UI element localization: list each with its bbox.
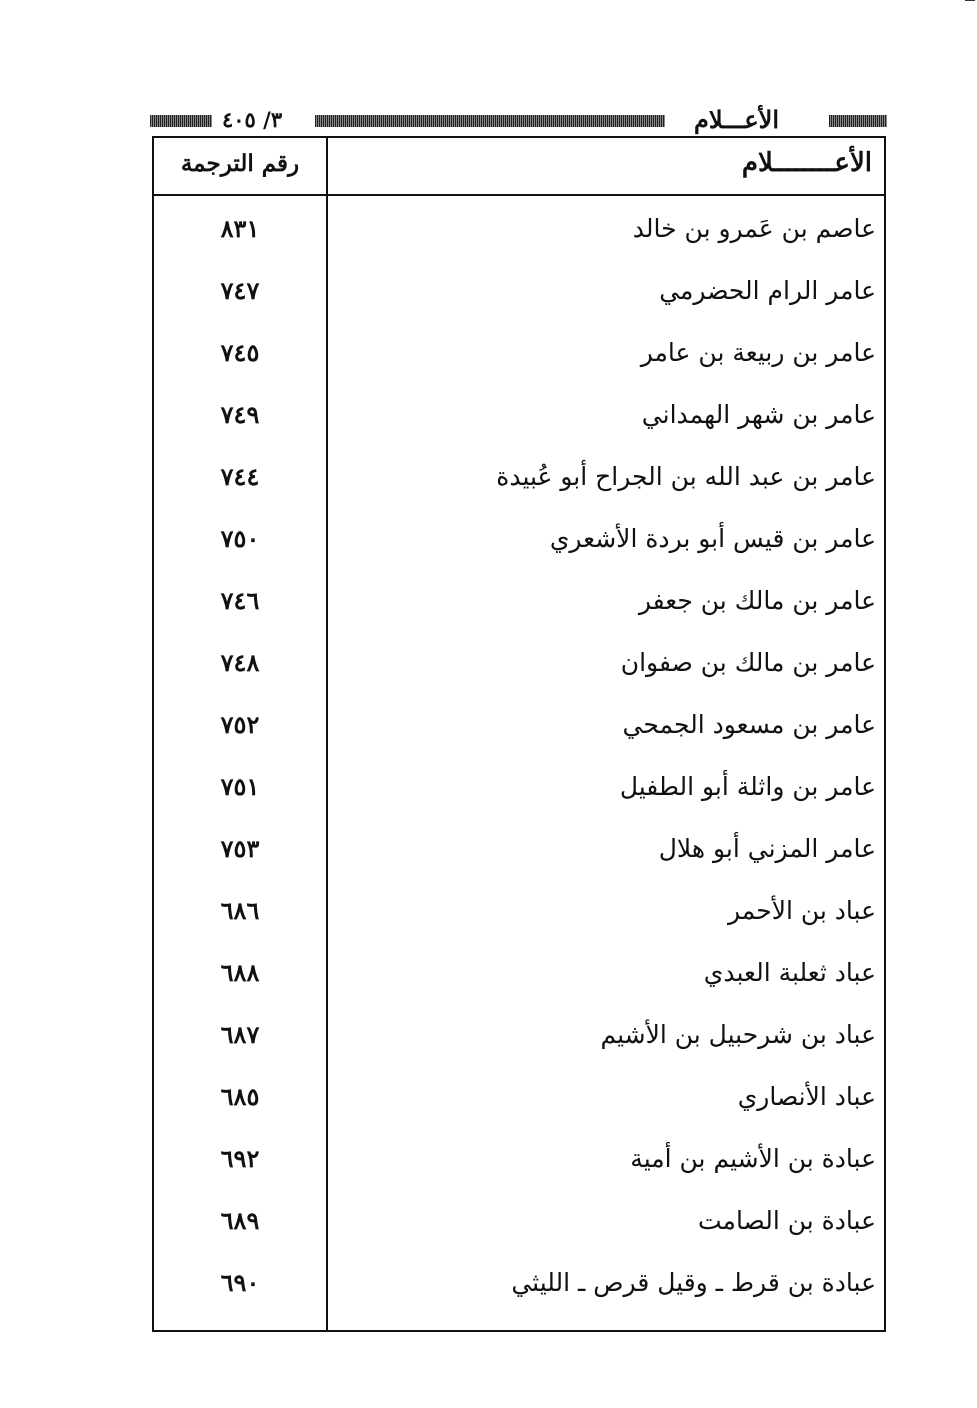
table-row [154, 1250, 884, 1312]
header-ornament-left [150, 115, 212, 127]
table-row [154, 1188, 884, 1250]
page-reference: ٣/ ٤٠٥ [222, 107, 283, 132]
entry-name: عباد بن الأحمر [728, 896, 876, 925]
entry-name: عبادة بن الصامت [698, 1206, 876, 1235]
entry-number: ٦٨٥ [220, 1082, 260, 1111]
table-row [154, 754, 884, 816]
entry-number: ٦٩٢ [220, 1144, 260, 1173]
column-header-entry-number: رقم الترجمة [180, 150, 300, 177]
running-header-title: الأعـــلام [694, 105, 779, 134]
header-ornament-right [829, 115, 887, 127]
entry-name: عبادة بن قرط ـ وقيل قرص ـ الليثي [511, 1268, 876, 1297]
entry-name: عامر بن مالك بن جعفر [638, 586, 876, 615]
table-row [154, 940, 884, 1002]
entry-name: عبادة بن الأشيم بن أمية [630, 1144, 876, 1173]
running-header [150, 106, 887, 136]
entry-number: ٦٨٨ [220, 958, 260, 987]
entry-number: ٧٥٣ [220, 834, 260, 863]
entry-name: عامر بن مالك بن صفوان [620, 648, 876, 677]
table-row [154, 816, 884, 878]
entry-number: ٦٨٧ [220, 1020, 260, 1049]
entry-number: ٧٥٢ [220, 710, 260, 739]
entry-number: ٧٥١ [220, 772, 260, 801]
entry-name: عامر بن ربيعة بن عامر [640, 338, 876, 367]
table-row [154, 692, 884, 754]
table-row [154, 1064, 884, 1126]
column-header-names: الأعــــــــلام [741, 148, 872, 178]
table-row [154, 1002, 884, 1064]
margin-mark [965, 0, 975, 1]
entry-number: ٧٤٨ [220, 648, 260, 677]
entry-number: ٧٤٦ [220, 586, 260, 615]
table-body [154, 196, 884, 1312]
entry-name: عامر بن قيس أبو بردة الأشعري [549, 524, 876, 553]
entry-name: عامر بن شهر الهمداني [641, 400, 876, 429]
header-ornament-middle [315, 115, 665, 127]
entry-name: عاصم بن عَمرو بن خالد [632, 214, 876, 243]
table-row [154, 320, 884, 382]
table-row [154, 1126, 884, 1188]
table-row [154, 878, 884, 940]
entry-number: ٦٩٠ [220, 1268, 260, 1297]
table-row [154, 258, 884, 320]
entry-name: عباد الأنصاري [737, 1082, 876, 1111]
names-index-table [152, 136, 886, 1332]
table-row [154, 196, 884, 258]
entry-name: عامر المزني أبو هلال [658, 834, 876, 863]
table-row [154, 444, 884, 506]
entry-name: عامر بن مسعود الجمحي [622, 710, 876, 739]
entry-number: ٦٨٩ [220, 1206, 260, 1235]
entry-name: عباد بن شرحبيل بن الأشيم [600, 1020, 876, 1049]
entry-number: ٧٤٩ [220, 400, 260, 429]
entry-number: ٧٤٤ [220, 462, 260, 491]
entry-name: عامر بن واثلة أبو الطفيل [619, 772, 876, 801]
entry-name: عباد ثعلبة العبدي [703, 958, 876, 987]
table-header-row [154, 138, 884, 196]
table-row [154, 630, 884, 692]
entry-number: ٦٨٦ [220, 896, 260, 925]
entry-name: عامر بن عبد الله بن الجراح أبو عُبيدة [496, 462, 876, 491]
table-row [154, 568, 884, 630]
entry-name: عامر الرام الحضرمي [659, 276, 876, 305]
entry-number: ٧٤٧ [220, 276, 260, 305]
table-row [154, 506, 884, 568]
entry-number: ٨٣١ [220, 214, 260, 243]
entry-number: ٧٤٥ [220, 338, 260, 367]
table-row [154, 382, 884, 444]
entry-number: ٧٥٠ [220, 524, 260, 553]
